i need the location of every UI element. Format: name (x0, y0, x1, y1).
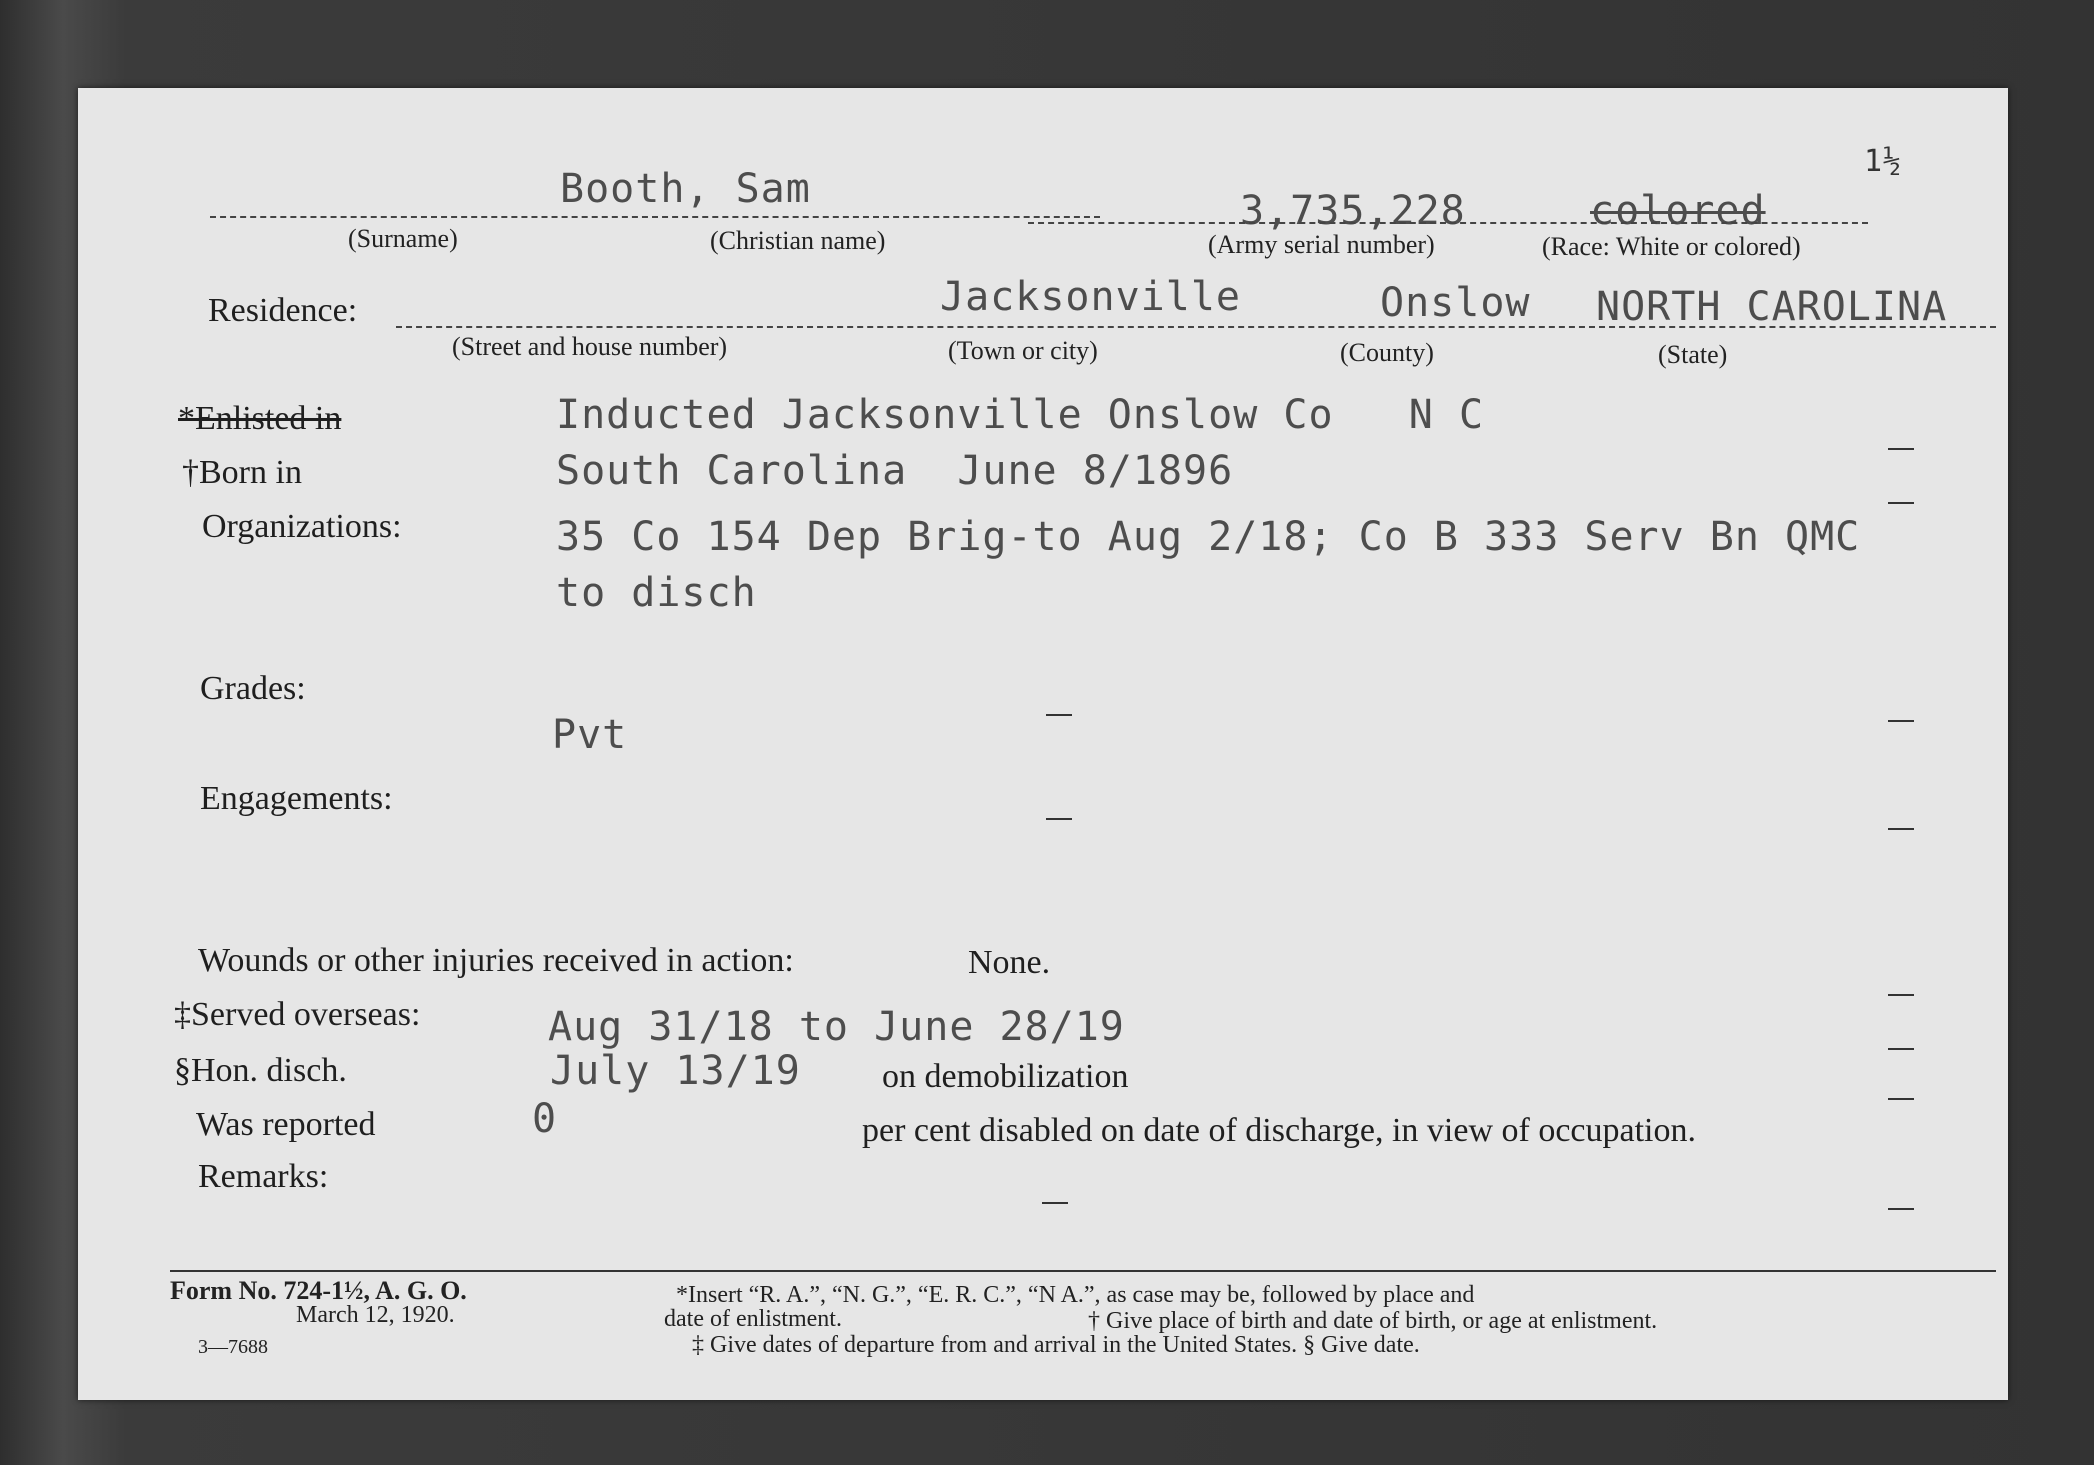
hon-disch-label: §Hon. disch. (174, 1052, 347, 1089)
residence-county-value: Onslow (1380, 280, 1531, 326)
enlisted-value: Inducted Jacksonville Onslow Co N C (556, 392, 1485, 438)
remarks-mid-tick (1042, 1202, 1068, 1204)
surname-caption: (Surname) (348, 224, 458, 253)
per-cent-disabled-text: per cent disabled on date of discharge, in view of occupation. (862, 1112, 1696, 1149)
wounds-value: None. (968, 944, 1051, 981)
footer-rule (170, 1270, 1996, 1272)
footnote-birth: † Give place of birth and date of birth, or age at enlistment. (1088, 1308, 1658, 1334)
surname-name-value: Booth, Sam (560, 166, 811, 212)
street-caption: (Street and house number) (452, 332, 728, 361)
engagements-tick (1888, 828, 1914, 830)
engagements-mid-tick (1046, 818, 1072, 820)
serial-race-line (1028, 222, 1868, 224)
wounds-label: Wounds or other injuries received in action: (198, 942, 794, 979)
serial-number-value: 3,735,228 (1240, 188, 1466, 234)
christian-name-caption: (Christian name) (710, 226, 886, 255)
grades-label: Grades: (200, 670, 306, 707)
hon-disch-note: on demobilization (882, 1058, 1129, 1095)
served-overseas-label: ‡Served overseas: (174, 996, 421, 1033)
born-tick (1888, 502, 1914, 504)
engagements-label: Engagements: (200, 780, 393, 817)
form-code: 3—7688 (198, 1336, 268, 1358)
hon-disch-value: July 13/19 (550, 1048, 801, 1094)
was-reported-value: 0 (532, 1096, 558, 1142)
was-reported-label: Was reported (196, 1106, 376, 1143)
enlisted-label: *Enlisted in (178, 400, 342, 437)
served-overseas-value: Aug 31/18 to June 28/19 (548, 1004, 1125, 1050)
grades-value: Pvt (552, 712, 628, 758)
organizations-value-line2: to disch (556, 570, 757, 616)
footnote-insert-cont: date of enlistment. (664, 1306, 842, 1332)
residence-label: Residence: (208, 292, 358, 329)
born-value: South Carolina June 8/1896 (556, 448, 1234, 494)
grades-tick (1888, 720, 1914, 722)
residence-line (396, 326, 1996, 328)
born-label: †Born in (182, 454, 302, 491)
town-caption: (Town or city) (948, 336, 1098, 365)
residence-town-value: Jacksonville (940, 274, 1241, 320)
overseas-tick (1888, 994, 1914, 996)
enlisted-tick (1888, 448, 1914, 450)
county-caption: (County) (1340, 338, 1434, 367)
state-caption: (State) (1658, 340, 1728, 369)
organizations-label: Organizations: (202, 508, 402, 545)
service-record-card (78, 88, 2008, 1400)
remarks-label: Remarks: (198, 1158, 329, 1195)
hon-disch-tick (1888, 1048, 1914, 1050)
form-number: Form No. 724-1½, A. G. O. (170, 1276, 467, 1305)
army-serial-caption: (Army serial number) (1208, 230, 1435, 259)
residence-state-value: NORTH CAROLINA (1596, 284, 1948, 330)
organizations-value-line1: 35 Co 154 Dep Brig-to Aug 2/18; Co B 333 Serv Bn QMC (556, 514, 1861, 560)
race-caption: (Race: White or colored) (1542, 232, 1801, 261)
race-value: colored (1590, 188, 1766, 234)
grades-mid-tick (1046, 714, 1072, 716)
remarks-tick (1888, 1208, 1914, 1210)
name-line (210, 216, 1100, 218)
footnote-overseas: ‡ Give dates of departure from and arrival in the United States. § Give date. (692, 1332, 1420, 1358)
card-number: 1½ (1864, 144, 1903, 179)
footnote-insert: *Insert “R. A.”, “N. G.”, “E. R. C.”, “N A.”, as case may be, followed by place and (676, 1282, 1475, 1308)
form-date: March 12, 1920. (296, 1302, 455, 1328)
reported-tick (1888, 1098, 1914, 1100)
